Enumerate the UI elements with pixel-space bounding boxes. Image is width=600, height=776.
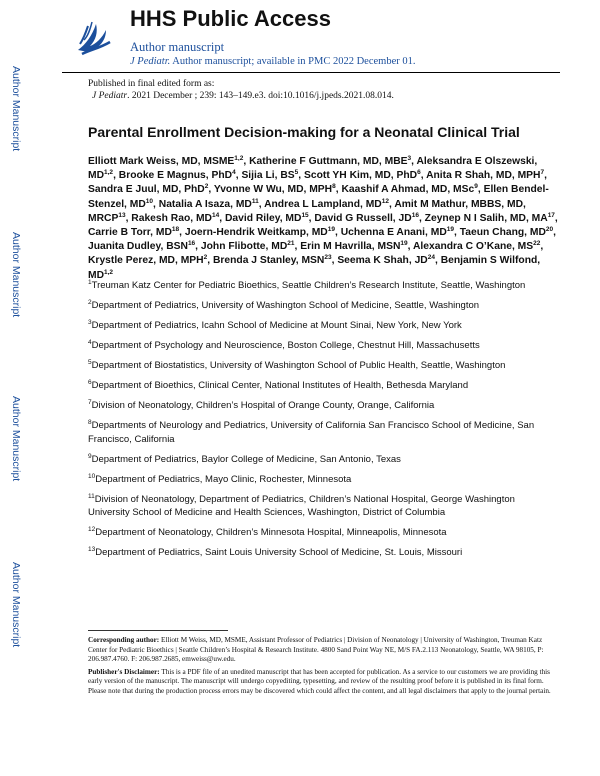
affiliation-item bbox=[88, 473, 558, 487]
author-affiliation-sup: 10 bbox=[145, 197, 154, 205]
affiliation-number: 4 bbox=[88, 339, 92, 346]
author-name: Alexandra C O’Kane, MS bbox=[412, 241, 534, 253]
affiliation-number: 5 bbox=[88, 359, 92, 366]
author-name: Erin M Havrilla, MSN bbox=[300, 241, 401, 253]
author-name: Anita R Shah, MD, MPH bbox=[426, 170, 541, 182]
affiliation-item bbox=[88, 279, 558, 293]
affiliation-number: 3 bbox=[88, 319, 92, 326]
author-affiliation-sup: 11 bbox=[251, 197, 259, 205]
author-affiliation-sup: 1,2 bbox=[104, 268, 114, 276]
affiliation-item bbox=[88, 453, 558, 467]
publisher-disclaimer-text: This is a PDF file of an unedited manuscript that has been accepted for publication. As a service to our customers we are providing this early version of the manuscript. The manuscript will undergo copyediting, typesetting, and review of the resulting proof before it is published in its final form. Please note that during the production process errors may be discovered which could affect the content, and all legal disclaimers that apply to the journal pertain. bbox=[88, 667, 551, 695]
affiliation-text: Departments of Neurology and Pediatrics, University of California San Francisco School of Medicine, San Francisco, California bbox=[88, 420, 535, 445]
author-affiliation-sup: 14 bbox=[211, 211, 220, 219]
affiliation-item bbox=[88, 399, 558, 413]
affiliation-item bbox=[88, 339, 558, 353]
affiliation-text: Department of Pediatrics, Baylor College of Medicine, San Antonio, Texas bbox=[91, 453, 401, 465]
author-affiliation-sup: 9 bbox=[474, 183, 478, 191]
affiliation-text: Department of Bioethics, Clinical Center, National Institutes of Health, Bethesda Maryland bbox=[91, 380, 469, 391]
author-name: Kaashif A Ahmad, MD, MSc bbox=[341, 184, 475, 196]
author-affiliation-sup: 15 bbox=[301, 211, 309, 219]
author-affiliation-sup: 6 bbox=[417, 169, 421, 177]
author-affiliation-sup: 17 bbox=[547, 211, 555, 219]
author-affiliation-sup: 2 bbox=[203, 254, 208, 262]
author-affiliation-sup: 16 bbox=[187, 240, 196, 248]
author-name: Sandra E Juul, MD, PhD bbox=[88, 184, 205, 196]
author-name: Juanita Dudley, BSN bbox=[88, 241, 188, 253]
affiliation-item bbox=[88, 526, 558, 540]
author-name: Rakesh Rao, MD bbox=[131, 212, 212, 224]
affiliation-text: Department of Pediatrics, Mayo Clinic, Rochester, Minnesota bbox=[95, 473, 352, 485]
affiliation-text: Department of Psychology and Neuroscience, Boston College, Chestnut Hill, Massachusetts bbox=[91, 340, 480, 351]
sidebar-author-manuscript-3: Author Manuscript bbox=[10, 396, 22, 482]
author-affiliation-sup: 1,2 bbox=[234, 155, 244, 162]
author-name: Elliott Mark Weiss, MD, MSME bbox=[88, 156, 235, 167]
footnotes bbox=[88, 636, 563, 700]
sidebar-author-manuscript-4: Author Manuscript bbox=[10, 562, 22, 648]
author-affiliation-sup: 19 bbox=[400, 240, 408, 248]
header-availability: Author manuscript; available in PMC 2022 December 01. bbox=[170, 56, 416, 67]
affiliation-text: Department of Neonatology, Children’s Minnesota Hospital, Minneapolis, Minnesota bbox=[95, 527, 447, 538]
author-affiliation-sup: 12 bbox=[381, 197, 389, 205]
affiliation-text: Division of Neonatology, Children’s Hospital of Orange County, Orange, California bbox=[91, 400, 435, 411]
header-journal: J Pediatr. bbox=[130, 56, 171, 67]
author-affiliation-sup: 8 bbox=[332, 183, 336, 191]
hhs-eagle-logo-icon bbox=[74, 14, 114, 58]
affiliation-text: Treuman Katz Center for Pediatric Bioethics, Seattle Children’s Research Institute, Seattle, Washington bbox=[91, 280, 526, 291]
author-name: Andrea L Lampland, MD bbox=[264, 198, 382, 210]
author-affiliation-sup: 23 bbox=[324, 254, 332, 262]
author-affiliation-sup: 2 bbox=[204, 183, 209, 191]
affiliation-item bbox=[88, 379, 558, 393]
author-name: Aleksandra E Olszewski, MD bbox=[88, 156, 538, 182]
affiliation-text: Department of Biostatistics, University of Washington School of Public Health, Seattle, Washington bbox=[91, 360, 506, 371]
author-name: Uchenna E Anani, MD bbox=[340, 227, 447, 239]
author-name: Ellen Bendel-Stenzel, MD bbox=[88, 184, 549, 210]
author-name: Sijia Li, BS bbox=[241, 170, 295, 182]
author-affiliation-sup: 18 bbox=[171, 226, 180, 234]
affiliation-item bbox=[88, 493, 558, 520]
author-affiliation-sup: 5 bbox=[294, 169, 299, 177]
affiliation-item bbox=[88, 319, 558, 333]
affiliation-item bbox=[88, 359, 558, 373]
author-name: Natalia A Isaza, MD bbox=[158, 198, 252, 210]
affiliation-number: 9 bbox=[88, 452, 92, 460]
author-name: Benjamin S Wilfond, MD bbox=[88, 255, 541, 281]
footnote-divider bbox=[88, 630, 228, 631]
author-name: Carrie B Torr, MD bbox=[88, 227, 172, 239]
author-name: Zeynep N I Salih, MD, MA bbox=[424, 212, 548, 224]
publisher-disclaimer-label: Publisher's Disclaimer: bbox=[88, 667, 160, 676]
affiliation-item bbox=[88, 546, 558, 560]
author-affiliation-sup: 19 bbox=[327, 226, 335, 234]
author-name: Seema K Shah, JD bbox=[337, 255, 428, 267]
author-affiliation-sup: 21 bbox=[287, 240, 295, 248]
author-name: Katherine F Guttmann, MD, MBE bbox=[249, 156, 408, 167]
author-manuscript-label: Author manuscript bbox=[130, 40, 225, 54]
affiliation-text: Department of Pediatrics, Icahn School of Medicine at Mount Sinai, New York, New York bbox=[91, 320, 462, 331]
affiliation-number: 7 bbox=[88, 399, 92, 406]
author-name: Taeun Chang, MD bbox=[459, 227, 546, 239]
author-affiliation-sup: 7 bbox=[540, 169, 545, 177]
author-affiliation-sup: 22 bbox=[533, 240, 541, 248]
author-name: David Riley, MD bbox=[224, 212, 302, 224]
publication-citation-text: . 2021 December ; 239: 143–149.e3. doi:10.1016/j.jpeds.2021.08.014. bbox=[127, 91, 394, 101]
author-name: John Flibotte, MD bbox=[200, 241, 288, 253]
hhs-public-access-title: HHS Public Access bbox=[130, 6, 331, 31]
affiliation-text: Department of Pediatrics, University of Washington School of Medicine, Seattle, Washington bbox=[91, 300, 480, 311]
affiliation-number: 6 bbox=[88, 379, 92, 386]
corresponding-author-note bbox=[88, 636, 563, 665]
author-affiliation-sup: 1,2 bbox=[104, 169, 114, 177]
publisher-disclaimer bbox=[88, 668, 563, 697]
affiliation-number: 2 bbox=[88, 299, 92, 306]
publication-citation bbox=[88, 90, 394, 102]
header-citation bbox=[130, 56, 416, 67]
author-name: Krystle Perez, MD, MPH bbox=[88, 255, 204, 267]
author-affiliation-sup: 19 bbox=[446, 226, 454, 234]
corresponding-author-text: Elliott M Weiss, MD, MSME, Assistant Professor of Pediatrics | Division of Neonatology | University of Washington, Treuman Katz Center for Pediatric Bioethics | Seattle Children’s Hospital & Research Institute. 4800 Sand Point Way NE, M/S FA.2.113 Neonatology, Seattle, WA 98105, P: 206.987.4760. F: 206.987.2685, emweiss@uw.edu. bbox=[88, 636, 544, 664]
author-name: Brooke E Magnus, PhD bbox=[118, 170, 233, 182]
author-affiliation-sup: 24 bbox=[427, 254, 435, 262]
affiliation-item bbox=[88, 299, 558, 313]
publication-journal: J Pediatr bbox=[92, 91, 128, 101]
article-title: Parental Enrollment Decision-making for a Neonatal Clinical Trial bbox=[88, 124, 520, 140]
affiliation-text: Department of Pediatrics, Saint Louis University School of Medicine, St. Louis, Missouri bbox=[95, 547, 463, 558]
affiliation-number: 13 bbox=[88, 546, 96, 553]
affiliation-number: 12 bbox=[88, 526, 96, 533]
author-name: Yvonne W Wu, MD, MPH bbox=[213, 184, 333, 196]
author-name: Joern-Hendrik Weitkamp, MD bbox=[184, 227, 328, 239]
sidebar-author-manuscript-2: Author Manuscript bbox=[10, 232, 22, 318]
author-affiliation-sup: 3 bbox=[407, 155, 412, 162]
author-affiliation-sup: 4 bbox=[232, 169, 236, 177]
publication-info bbox=[88, 78, 394, 102]
header-divider bbox=[62, 72, 560, 73]
author-affiliation-sup: 20 bbox=[545, 226, 554, 234]
author-affiliation-sup: 16 bbox=[411, 211, 419, 219]
author-name: Amit M Mathur, MBBS, MD, MRCP bbox=[88, 198, 526, 224]
affiliation-number: 1 bbox=[88, 279, 92, 286]
affiliation-number: 8 bbox=[88, 419, 92, 426]
published-line: Published in final edited form as: bbox=[88, 79, 215, 89]
affiliation-item bbox=[88, 419, 558, 446]
affiliation-text: Division of Neonatology, Department of Pediatrics, Children’s National Hospital, George Washington University School of Medicine and Health Sciences, Washington, District of Columbia bbox=[88, 493, 515, 518]
author-name: Scott YH Kim, MD, PhD bbox=[304, 170, 418, 182]
author-affiliation-sup: 13 bbox=[118, 211, 126, 219]
author-name: Brenda J Stanley, MSN bbox=[212, 255, 325, 267]
author-name: David G Russell, JD bbox=[314, 212, 412, 224]
author-list: Elliott Mark Weiss, MD, MSME$^{1,2}$, Katherine F Guttmann, MD, MBE$^3$, Aleksandra E Olszewski, MD$^{1,2}$, Brooke E Magnus, PhD$^4$, Sijia Li, $BS^5$, Scott YH Kim, MD, PhD$^6$, Anita R Shah, MD, MPH$^7$, Sandra E Juul, MD, PhD$^2$, Yvonne W Wu, MD, MPH$^8$, Kaashif A Ahmad, MD, MSc$^9$, Ellen Bendel-Stenzel, MD$^{10}$, Natalia A Isaza, MD$^{11}$, Andrea L Lampland, MD$^{12}$, Amit M Mathur, MBBS, MD, MRCP$^{13}$, Rakesh Rao, MD$^{14}$, David Riley, MD$^{15}$, David G Russell, JD$^{16}$, Zeynep N I Salih, MD, MA$^{17}$, Carrie B Torr, MD$^{18}$, Joern-Hendrik Weitkamp, MD$^{19}$, Uchenna E Anani, MD$^{19}$, Taeun Chang, MD$^{20}$, Juanita Dudley, BSN$^{16}$, John Flibotte, MD$^{21}$, Erin M Havrilla, MSN$^{19}$, Alexandra C O’Kane, MS$^{22}$, Krystle Perez, MD, MPH$^2$, Brenda J Stanley, MSN$^{23}$, Seema K Shah, JD$^{24}$, Benjamin S Wilfond, MD$^{1,2}$ bbox=[88, 155, 558, 281]
affiliation-number: 10 bbox=[88, 472, 96, 480]
affiliation-number: 11 bbox=[88, 492, 95, 500]
affiliation-list bbox=[88, 279, 558, 566]
corresponding-author-label: Corresponding author: bbox=[88, 636, 160, 644]
sidebar-author-manuscript-1: Author Manuscript bbox=[10, 66, 22, 152]
